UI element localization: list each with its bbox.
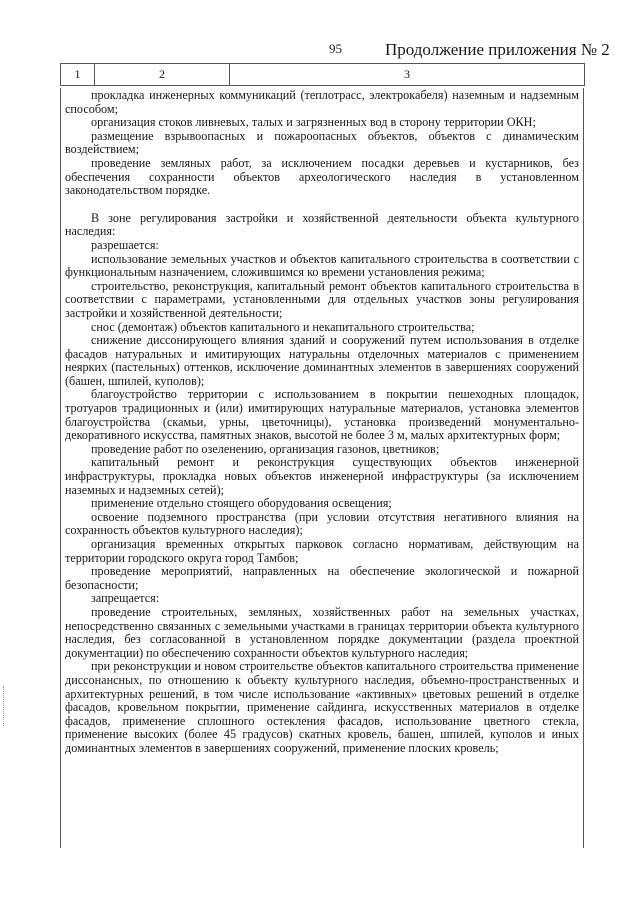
paragraph: освоение подземного пространства (при условии отсутствия негативного влияния на сохранность объектов культурного наследия); [65,509,579,538]
paragraph: проведение строительных, земляных, хозяйственных работ на земельных участках, непосредственно связанных с земельными участками в границах территории объекта культурного наследия, без согласованной в установленном порядке документации (раздела проектной документации) по обеспечению сохранности объектов культурного наследия; [65,604,579,660]
paragraph: организация стоков ливневых, талых и загрязненных вод в сторону территории ОКН; [91,115,536,130]
page-number: 95 [329,41,342,56]
column-number-1: 1 [61,64,95,86]
paragraph: проведение мероприятий, направленных на обеспечение экологической и пожарной безопасности; [65,564,579,592]
column-header-table [60,63,585,86]
column-number-2: 2 [95,64,230,86]
paragraph: проведение работ по озеленению, организация газонов, цветников; [91,441,440,456]
paragraph: снижение диссонирующего влияния зданий и сооружений путем использования в отделке фасадов натуральных и имитирующих натуральны отделочных материалов с применением неярких (пастельных) оттенков, исключение доминантных элементов в завершениях сооружений (башен, шпилей, куполов); [65,333,579,388]
paragraph: прокладка инженерных коммуникаций (теплотрасс, электрокабеля) наземным и надземным способом; [65,88,579,116]
paragraph: снос (демонтаж) объектов капитального и некапитального строительства; [91,319,475,334]
paragraph: благоустройство территории с использованием в покрытии пешеходных площадок, тротуаров традиционных и (или) имитирующих натуральные материалов, установка элементов благоустройства (скамьи, урны, цветочницы), установка произведений монументально-декоративного искусства, памятных знаков, высотой не более 3 м, малых архитектурных форм; [65,387,579,443]
forbidden-heading: запрещается: [91,591,160,606]
paragraph: при реконструкции и новом строительстве объектов капитального строительства применение диссонансных, по отношению к объекту культурного наследия, объемно-пространственных и архитектурных решений, в том числе использование «активных» цветовых решений в отделке фасадов, кровельном покрытии, применение сайдинга, искусственных материалов в отделке фасадов, применение сплошного остекления фасадов, использование цветного стекла, применение высоких (более 45 градусов) скатных кровель, башен, шпилей, куполов и иных доминантных элементов в завершениях сооружений, применение плоских кровель; [65,659,579,755]
paragraph: использование земельных участков и объектов капитального строительства в соответствии с функциональным назначением, сложившимся ко времени установления режима; [65,251,579,280]
appendix-title: Продолжение приложения № 2 [385,40,610,59]
column-number-3: 3 [230,64,585,86]
paragraph: строительство, реконструкция, капитальный ремонт объектов капитального строительства в соответствии с параметрами, установленными для отдельных участков зоны регулирования застройки и хозяйственной деятельности; [65,278,579,320]
regulation-text [60,88,584,848]
section-gap [65,198,579,212]
column-header-row [61,64,585,86]
section-heading: В зоне регулирования застройки и хозяйственной деятельности объекта культурного наследия: [65,210,579,239]
paragraph: проведение земляных работ, за исключением посадки деревьев и кустарников, без обеспечения сохранности объектов археологического наследия в установленном законодательством порядке. [65,155,579,198]
allowed-heading: разрешается: [91,237,159,252]
paragraph: применение отдельно стоящего оборудования освещения; [91,496,392,511]
paragraph: капитальный ремонт и реконструкция существующих объектов инженерной инфраструктуры, прокладка новых объектов инженерной инфраструктуры (за исключением наземных и надземных сетей); [65,455,579,497]
paragraph: организация временных открытых парковок согласно нормативам, действующим на территории городского округа город Тамбов; [65,537,579,565]
paragraph: размещение взрывоопасных и пожароопасных объектов, объектов с динамическим воздействием; [65,128,579,157]
binding-marks [3,686,7,726]
